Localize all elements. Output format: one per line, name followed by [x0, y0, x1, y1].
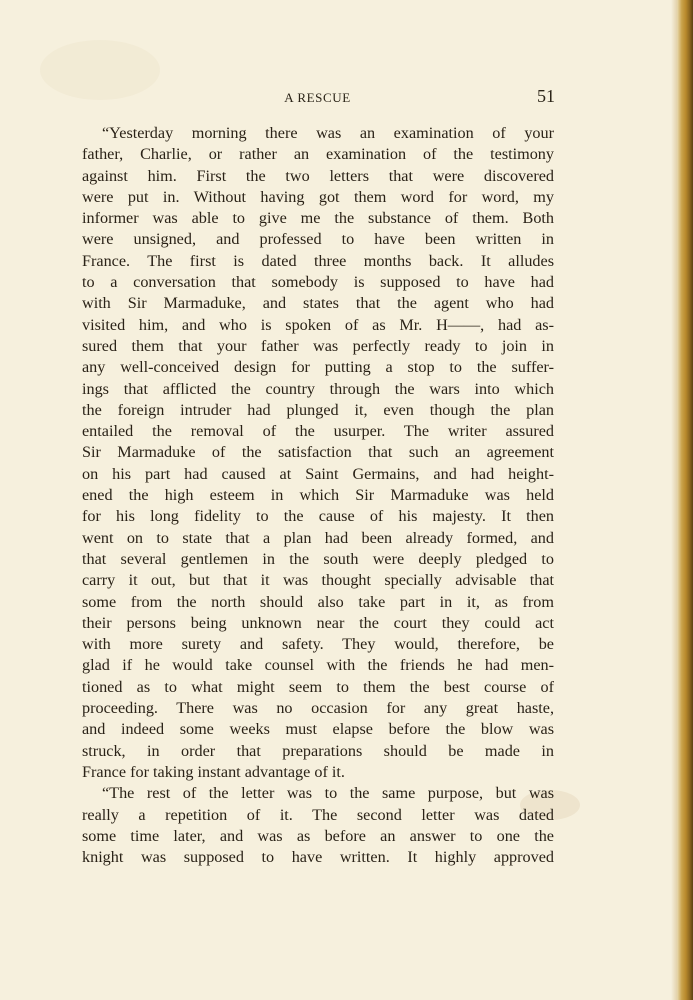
text-line: with Sir Marmaduke, and states that the agent who had — [82, 294, 554, 313]
text-line: struck, in order that preparations should be made in — [82, 741, 554, 760]
text-line: went on to state that a plan had been already formed, and — [82, 528, 554, 547]
text-line: ened the high esteem in which Sir Marmaduke was held — [82, 486, 554, 505]
text-line: ings that afflicted the country through the wars into which — [82, 379, 554, 398]
text-line: and indeed some weeks must elapse before the blow was — [82, 720, 554, 739]
text-line: visited him, and who is spoken of as Mr. H——, had as- — [82, 315, 554, 334]
text-line: tioned as to what might seem to them the best course of — [82, 677, 554, 696]
text-line: “Yesterday morning there was an examination of your — [102, 124, 554, 142]
text-line: France. The first is dated three months back. It alludes — [82, 251, 554, 270]
page-header — [80, 86, 555, 110]
text-line: glad if he would take counsel with the friends he had men- — [82, 656, 554, 675]
text-line: to a conversation that somebody is supposed to have had — [82, 273, 554, 292]
text-line: father, Charlie, or rather an examination of the testimony — [82, 145, 554, 164]
text-line: were put in. Without having got them word for word, my — [82, 187, 554, 206]
text-line: on his part had caused at Saint Germains, and had height- — [82, 464, 554, 483]
text-line: were unsigned, and professed to have been written in — [82, 230, 554, 249]
running-title: A RESCUE — [284, 90, 351, 105]
text-line: sured them that your father was perfectly ready to join in — [82, 336, 554, 355]
text-line: knight was supposed to have written. It highly approved — [82, 848, 554, 867]
page-number: 51 — [537, 86, 555, 106]
text-line: that several gentlemen in the south were deeply pledged to — [82, 549, 554, 568]
text-line: entailed the removal of the usurper. The writer assured — [82, 422, 554, 441]
text-line: their persons being unknown near the court they could act — [82, 613, 554, 632]
text-line: some from the north should also take part in it, as from — [82, 592, 554, 611]
text-line: Sir Marmaduke of the satisfaction that such an agreement — [82, 443, 554, 462]
text-line: “The rest of the letter was to the same purpose, but was — [102, 784, 554, 803]
text-line: the foreign intruder had plunged it, even though the plan — [82, 400, 554, 419]
text-line: against him. First the two letters that were discovered — [82, 166, 554, 185]
text-line: informer was able to give me the substance of them. Both — [82, 209, 554, 228]
text-line: with more surety and safety. They would, therefore, be — [82, 635, 554, 654]
text-line: France for taking instant advantage of it. — [82, 762, 345, 781]
book-spine-edge — [677, 0, 693, 1000]
text-line: really a repetition of it. The second letter was dated — [82, 805, 554, 824]
text-line: carry it out, but that it was thought specially advisable that — [82, 571, 554, 590]
text-line: proceeding. There was no occasion for any great haste, — [82, 699, 554, 718]
text-line: some time later, and was as before an answer to one the — [82, 826, 554, 845]
body-text — [82, 123, 554, 868]
text-line: for his long fidelity to the cause of his majesty. It then — [82, 507, 554, 526]
text-line: any well-conceived design for putting a stop to the suffer- — [82, 358, 554, 377]
